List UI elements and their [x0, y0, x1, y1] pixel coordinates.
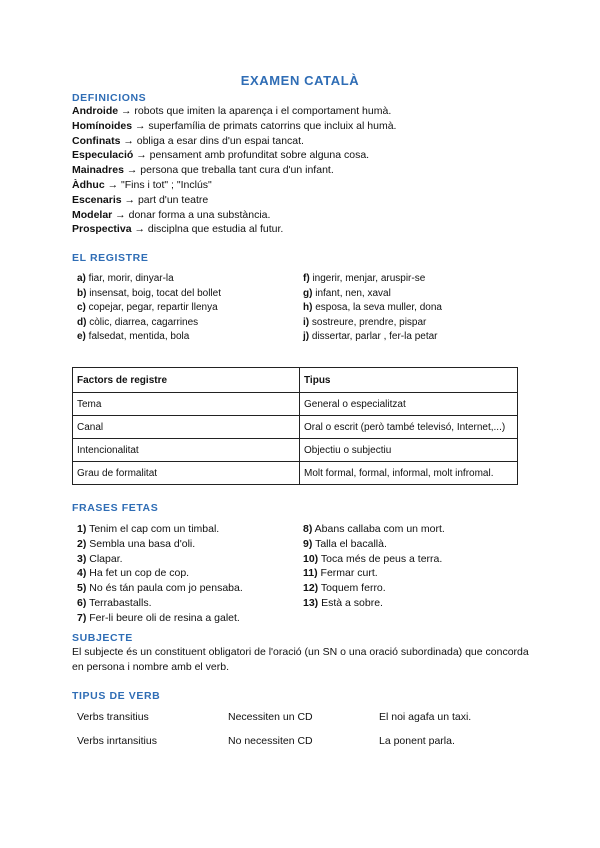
item-text: falsedat, mentida, bola — [85, 331, 190, 342]
registre-heading: EL REGISTRE — [72, 252, 149, 264]
verb-example: El noi agafa un taxi. — [379, 711, 472, 723]
list-item — [303, 566, 445, 581]
frases-list-right — [303, 522, 445, 611]
table-cell: Objectiu o subjectiu — [300, 439, 518, 462]
definition-item — [72, 193, 542, 208]
definition-term: Especulació — [72, 149, 134, 162]
item-label: 4) — [77, 567, 87, 580]
list-item — [77, 287, 221, 302]
item-text: sostreure, prendre, pispar — [309, 316, 427, 328]
list-item — [303, 316, 442, 331]
table-cell: Grau de formalitat — [73, 462, 300, 485]
table-row — [73, 439, 518, 462]
item-text: Abans callaba com un mort. — [312, 523, 445, 535]
item-label: 9) — [303, 537, 313, 550]
item-label: 8) — [303, 523, 313, 535]
verb-example: La ponent parla. — [379, 735, 455, 747]
item-label: f) — [303, 273, 310, 284]
verbs-heading: TIPUS DE VERB — [72, 690, 161, 702]
table-header-row — [73, 368, 518, 393]
definition-term: Prospectiva — [72, 223, 132, 236]
list-item — [77, 581, 243, 596]
item-text: Toca més de peus a terra. — [318, 552, 443, 565]
item-label: 1) — [77, 523, 87, 535]
definition-item — [72, 119, 542, 134]
definicions-heading: DEFINICIONS — [72, 92, 147, 104]
item-label: h) — [303, 302, 313, 313]
list-item — [77, 301, 221, 316]
definition-item — [72, 134, 542, 149]
item-text: Està a sobre. — [318, 596, 383, 609]
list-item — [303, 581, 445, 596]
list-item — [77, 552, 243, 567]
list-item — [77, 537, 243, 552]
list-item — [303, 596, 445, 611]
table-header-cell: Factors de registre — [73, 368, 300, 393]
verb-type: Verbs inrtansitius — [77, 735, 157, 747]
item-label: c) — [77, 302, 86, 313]
list-item — [303, 272, 442, 287]
list-item — [303, 330, 442, 345]
list-item — [77, 316, 221, 331]
table-header-cell: Tipus — [300, 368, 518, 393]
list-item — [303, 287, 442, 302]
item-label: 2) — [77, 537, 87, 550]
item-text: Toquem ferro. — [318, 582, 386, 595]
item-label: b) — [77, 287, 87, 299]
item-label: 5) — [77, 582, 87, 595]
list-item — [303, 552, 445, 567]
table-cell: Molt formal, formal, informal, molt infromal. — [300, 462, 518, 485]
definition-text: → part d'un teatre — [121, 193, 209, 206]
definition-text: → robots que imiten la aparença i el comportament humà. — [118, 105, 392, 117]
definition-item — [72, 208, 542, 223]
subjecte-text: El subjecte és un constituent obligatori de l'oració (un SN o una oració subordinada) que concorda en persona i nombre amb el verb. — [72, 646, 529, 673]
list-item — [77, 566, 243, 581]
table-row — [73, 416, 518, 439]
table-row — [73, 462, 518, 485]
definition-term: Homínoides — [72, 119, 133, 132]
item-label: 3) — [77, 552, 87, 565]
item-label: j) — [303, 331, 310, 342]
definition-item — [72, 178, 542, 193]
definitions-list — [72, 104, 542, 237]
item-text: Fer-li beure oli de resina a galet. — [86, 611, 240, 624]
definition-item — [72, 163, 542, 178]
verb-requirement: Necessiten un CD — [228, 711, 313, 723]
item-text: Ha fet un cop de cop. — [86, 567, 190, 580]
item-text: Clapar. — [86, 552, 123, 565]
item-text: esposa, la seva muller, dona — [312, 302, 442, 313]
item-text: còlic, diarrea, cagarrines — [86, 316, 199, 328]
item-text: dissertar, parlar , fer-la petar — [309, 331, 438, 342]
definition-text: → persona que treballa tant cura d'un infant. — [123, 164, 334, 177]
item-text: infant, nen, xaval — [312, 287, 391, 299]
definition-text: → donar forma a una substància. — [112, 208, 271, 221]
item-label: 6) — [77, 596, 87, 609]
item-text: Tenim el cap com un timbal. — [86, 523, 220, 535]
item-text: ingerir, menjar, aruspir-se — [309, 273, 426, 284]
item-text: insensat, boig, tocat del bollet — [86, 287, 221, 299]
item-text: No és tán paula com jo pensaba. — [86, 582, 243, 595]
list-item — [303, 522, 445, 537]
item-label: e) — [77, 331, 86, 342]
item-label: 12) — [303, 582, 319, 595]
item-text: Terrabastalls. — [86, 596, 152, 609]
registre-list-right — [303, 272, 442, 345]
list-item — [77, 596, 243, 611]
verb-requirement: No necessiten CD — [228, 735, 313, 747]
list-item — [77, 611, 243, 626]
item-label: d) — [77, 316, 87, 328]
table-cell: Oral o escrit (però també televisó, Internet,...) — [300, 416, 518, 439]
definition-term: Androide — [72, 105, 119, 117]
table-cell: General o especialitzat — [300, 393, 518, 416]
list-item — [303, 537, 445, 552]
item-label: a) — [77, 273, 86, 284]
table-row — [73, 393, 518, 416]
frases-list-left — [77, 522, 243, 626]
definition-text: → superfamília de primats catorrins que incluix al humà. — [132, 119, 397, 132]
table-cell: Tema — [73, 393, 300, 416]
page-title: EXAMEN CATALÀ — [240, 73, 360, 88]
definition-text: → pensament amb profunditat sobre alguna cosa. — [133, 149, 370, 162]
subjecte-heading: SUBJECTE — [72, 632, 133, 644]
table-cell: Intencionalitat — [73, 439, 300, 462]
definition-item — [72, 222, 542, 237]
definition-term: Àdhuc — [72, 178, 105, 191]
verb-type: Verbs transitius — [77, 711, 149, 723]
item-text: Sembla una basa d'oli. — [86, 537, 196, 550]
item-label: i) — [303, 316, 310, 328]
registre-table — [72, 367, 518, 485]
list-item — [77, 330, 221, 345]
item-text: copejar, pegar, repartir llenya — [85, 302, 218, 313]
item-label: 11) — [303, 567, 318, 580]
definition-text: → obliga a esar dins d'un espai tancat. — [120, 134, 304, 147]
list-item — [77, 272, 221, 287]
item-text: fiar, morir, dinyar-la — [85, 273, 174, 284]
item-label: 13) — [303, 596, 319, 609]
definition-term: Escenaris — [72, 193, 122, 206]
definition-text: → disciplna que estudia al futur. — [131, 223, 284, 236]
definition-text: → "Fins i tot" ; "Inclús" — [104, 178, 212, 191]
frases-heading: FRASES FETAS — [72, 502, 159, 514]
item-label: g) — [303, 287, 313, 299]
list-item — [303, 301, 442, 316]
definition-term: Modelar — [72, 208, 113, 221]
item-text: Fermar curt. — [317, 567, 378, 580]
definition-item — [72, 104, 542, 119]
definition-item — [72, 148, 542, 163]
definition-term: Mainadres — [72, 164, 124, 177]
registre-list-left — [77, 272, 221, 345]
list-item — [77, 522, 243, 537]
item-label: 10) — [303, 552, 319, 565]
item-text: Talla el bacallà. — [312, 537, 387, 550]
table-cell: Canal — [73, 416, 300, 439]
definition-term: Confinats — [72, 134, 121, 147]
item-label: 7) — [77, 611, 87, 624]
